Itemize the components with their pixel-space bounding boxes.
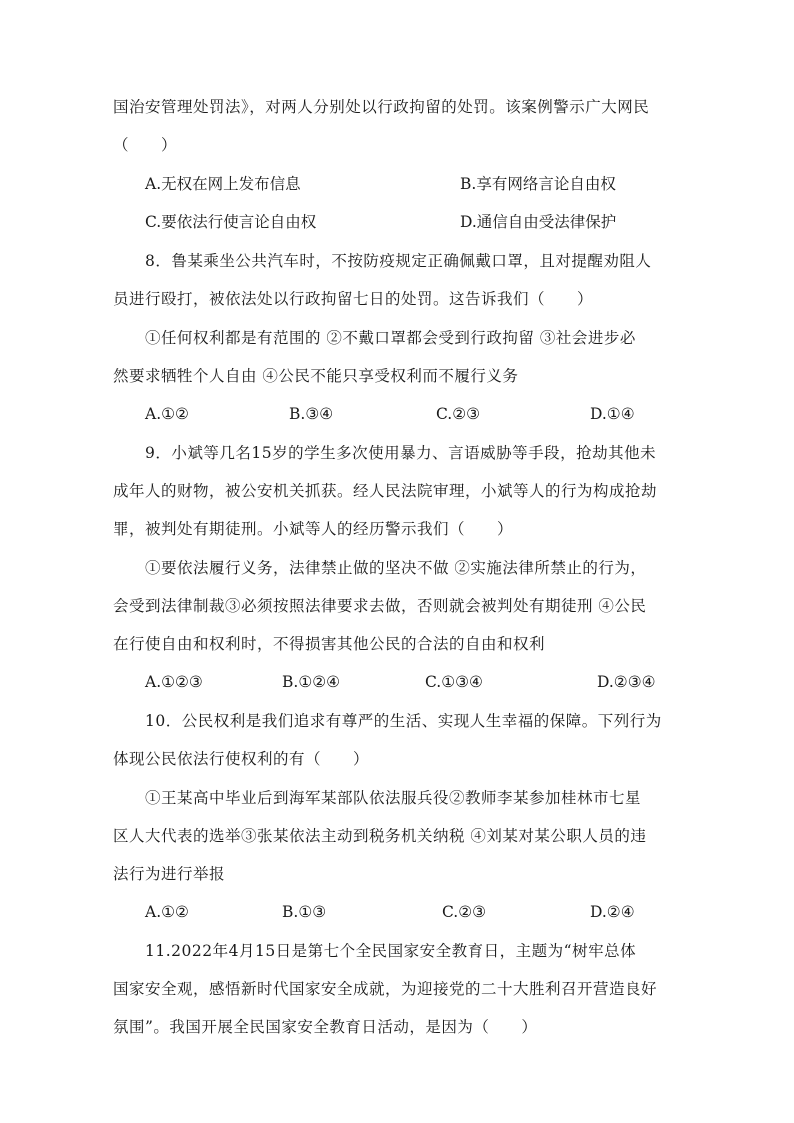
q10-option-c: C.②③ xyxy=(442,903,487,921)
q8-statement-line-2: 然要求牺牲个人自由 ④公民不能只享受权利而不履行义务 xyxy=(113,367,519,385)
q10-text-line-2: 体现公民依法行使权利的有（ ） xyxy=(113,750,370,768)
q9-option-b: B.①②④ xyxy=(282,673,341,691)
q10-statement-line-2: 区人大代表的选举③张某依法主动到税务机关纳税 ④刘某对某公职人员的违 xyxy=(113,827,647,845)
q11-text-line-2: 国家安全观，感悟新时代国家安全成就，为迎接党的二十大胜利召开营造良好 xyxy=(113,980,658,998)
q10-option-b: B.①③ xyxy=(282,903,327,921)
q7-answer-paren: （ ） xyxy=(113,136,178,154)
q7-option-a: A.无权在网上发布信息 xyxy=(145,175,301,193)
q9-option-a: A.①②③ xyxy=(145,673,203,691)
q8-text-line-2: 员进行殴打，被依法处以行政拘留七日的处罚。这告诉我们（ ） xyxy=(113,290,594,308)
q9-option-c: C.①③④ xyxy=(425,673,483,691)
q11-text-line-3: 氛围”。我国开展全民国家安全教育日活动，是因为（ ） xyxy=(113,1018,538,1036)
q8-statement-line-1: ①任何权利都是有范围的 ②不戴口罩都会受到行政拘留 ③社会进步必 xyxy=(145,329,636,347)
q10-option-a: A.①② xyxy=(145,903,189,921)
q8-option-a: A.①② xyxy=(145,405,189,423)
q10-option-d: D.②④ xyxy=(590,903,635,921)
q7-option-d: D.通信自由受法律保护 xyxy=(460,213,617,231)
q10-text-line-1: 10．公民权利是我们追求有尊严的生活、实现人生幸福的保障。下列行为 xyxy=(145,712,662,730)
q8-option-c: C.②③ xyxy=(436,405,481,423)
q10-statement-line-1: ①王某高中毕业后到海军某部队依法服兵役②教师李某参加桂林市七星 xyxy=(145,789,642,807)
q9-statement-line-2: 会受到法律制裁③必须按照法律要求去做，否则就会被判处有期徒刑 ④公民 xyxy=(113,597,647,615)
q10-statement-line-3: 法行为进行举报 xyxy=(113,865,226,883)
q9-text-line-1: 9．小斌等几名15岁的学生多次使用暴力、言语威胁等手段，抢劫其他未 xyxy=(145,444,657,462)
q7-text-line: 国治安管理处罚法》，对两人分别处以行政拘留的处罚。该案例警示广大网民 xyxy=(113,98,650,116)
q9-option-d: D.②③④ xyxy=(597,673,656,691)
q8-option-d: D.①④ xyxy=(590,405,635,423)
q8-text-line-1: 8．鲁某乘坐公共汽车时，不按防疫规定正确佩戴口罩，且对提醒劝阻人 xyxy=(145,252,652,270)
q9-statement-line-3: 在行使自由和权利时，不得损害其他公民的合法的自由和权利 xyxy=(113,635,546,653)
q9-text-line-2: 成年人的财物，被公安机关抓获。经人民法院审理，小斌等人的行为构成抢劫 xyxy=(113,482,658,500)
q8-option-b: B.③④ xyxy=(289,405,334,423)
q11-text-line-1: 11.2022年4月15日是第七个全民国家安全教育日，主题为“树牢总体 xyxy=(145,942,637,960)
q9-statement-line-1: ①要依法履行义务，法律禁止做的坚决不做 ②实施法律所禁止的行为， xyxy=(145,559,647,577)
q7-option-b: B.享有网络言论自由权 xyxy=(460,175,616,193)
q9-text-line-3: 罪，被判处有期徒刑。小斌等人的经历警示我们（ ） xyxy=(113,520,514,538)
q7-option-c: C.要依法行使言论自由权 xyxy=(145,213,317,231)
